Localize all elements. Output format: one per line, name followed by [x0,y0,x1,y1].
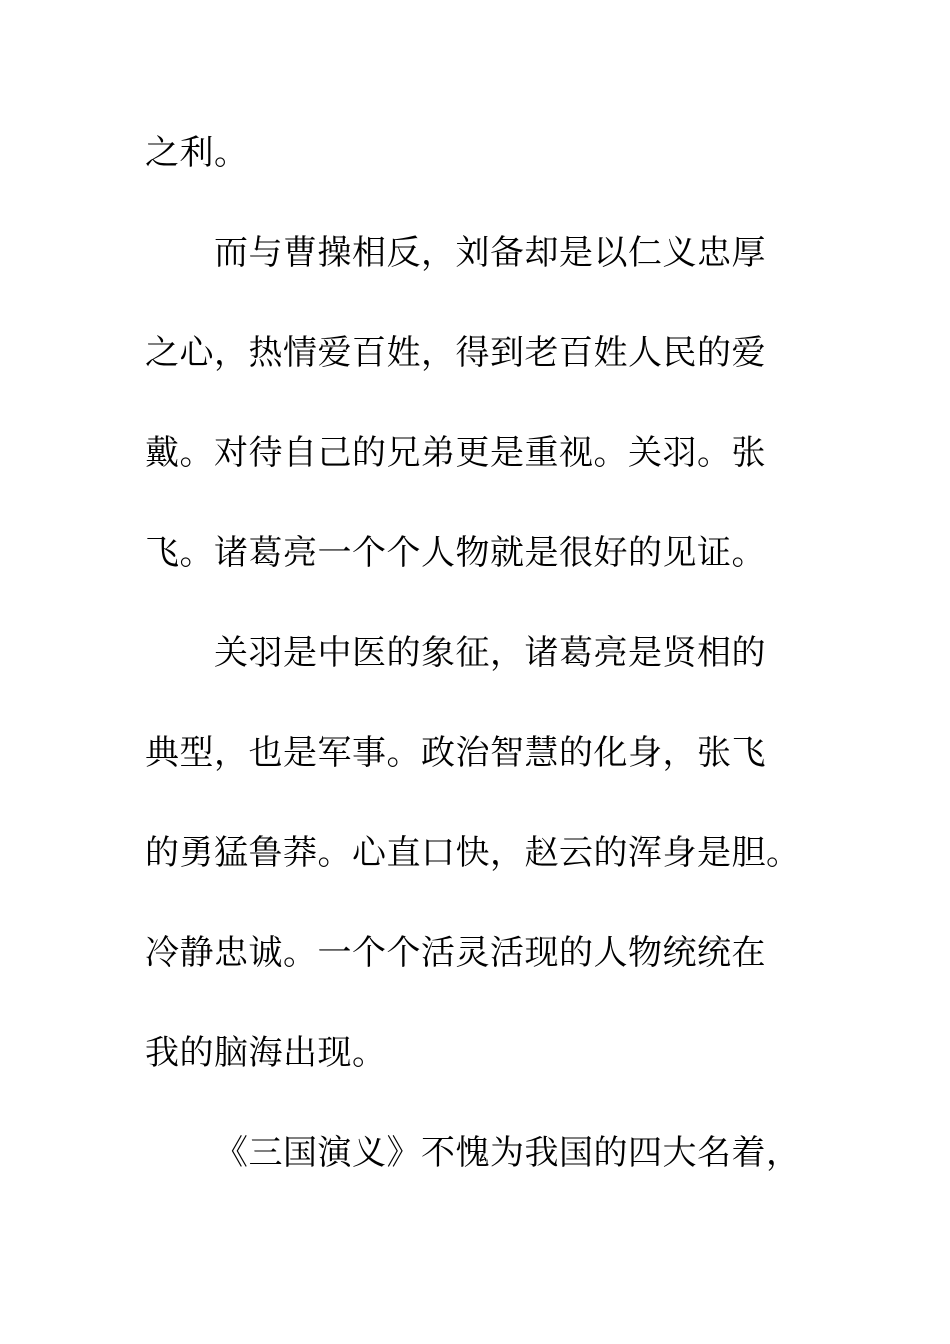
text-line-9: 冷静忠诚。一个个活灵活现的人物统统在 [145,933,766,973]
text-line-7: 典型，也是军事。政治智慧的化身，张飞 [145,733,766,773]
text-line-8: 的勇猛鲁莽。心直口快，赵云的浑身是胆。 [145,833,801,873]
text-line-2: 而与曹操相反，刘备却是以仁义忠厚 [214,233,766,273]
text-line-3: 之心，热情爱百姓，得到老百姓人民的爱 [145,333,766,373]
text-line-4: 戴。对待自己的兄弟更是重视。关羽。张 [145,433,766,473]
text-line-1: 之利。 [145,133,249,173]
text-line-5: 飞。诸葛亮一个个人物就是很好的见证。 [145,533,766,573]
text-line-11: 《三国演义》不愧为我国的四大名着， [214,1133,801,1173]
text-line-6: 关羽是中医的象征，诸葛亮是贤相的 [214,633,766,673]
text-line-10: 我的脑海出现。 [145,1033,387,1073]
